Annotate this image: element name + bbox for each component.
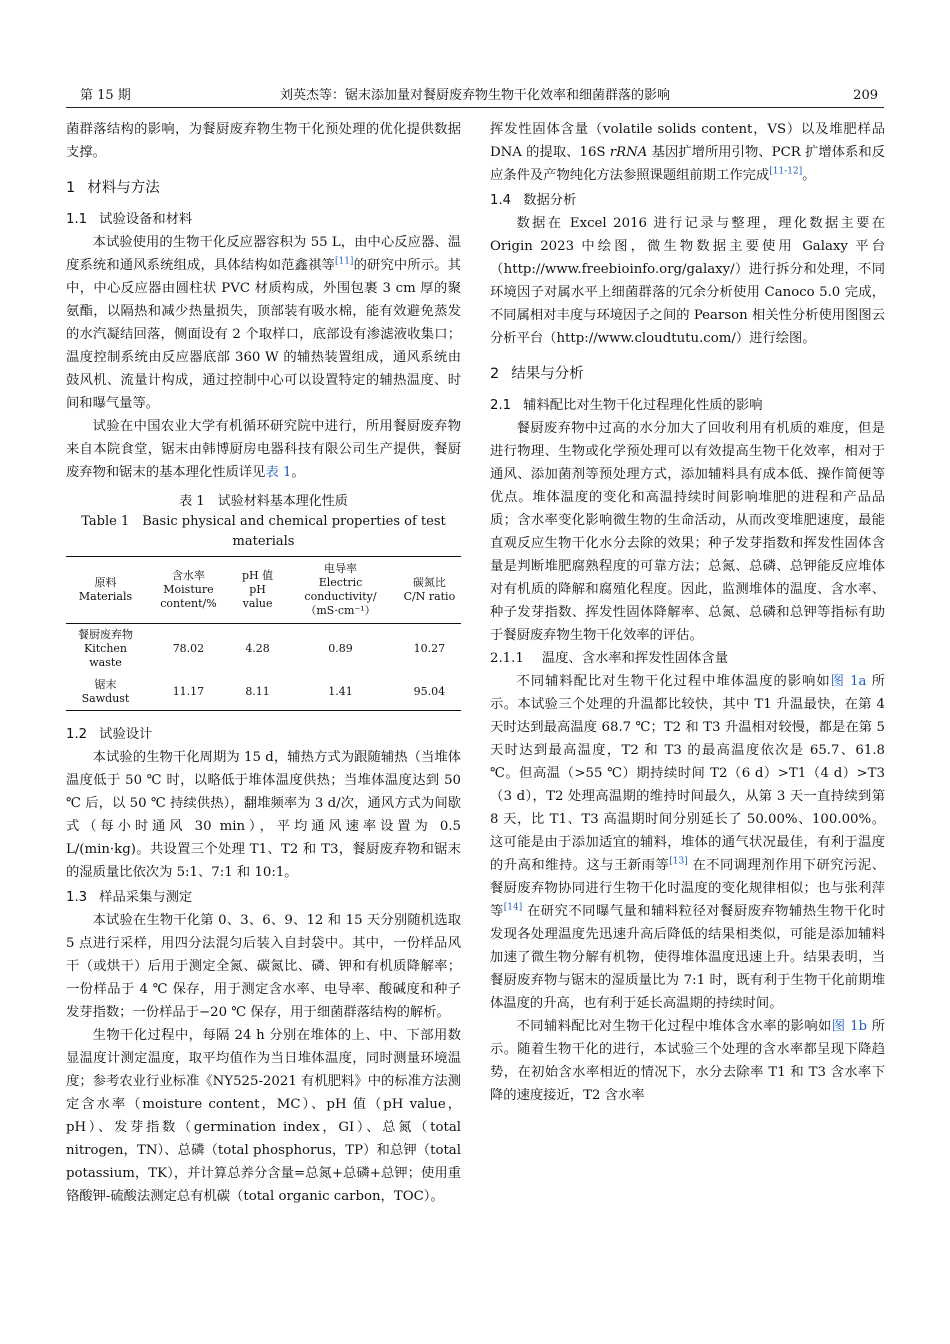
section-heading: 2 结果与分析 (490, 366, 584, 382)
paragraph: 试验在中国农业大学有机循环研究院中进行，所用餐厨废弃物来自本院食堂，锯末由韩博厨房电器科技有限公司生产提供，餐厨废弃物和锯末的基本理化性质详见表 1。 (66, 419, 461, 480)
subsection-heading: 1.2 试验设计 (66, 727, 153, 742)
properties-table (66, 556, 461, 711)
table-caption-en: Table 1 Basic physical and chemical properties of test materials (81, 514, 446, 549)
paragraph: 生物干化过程中，每隔 24 h 分别在堆体的上、中、下部用数显温度计测定温度，取平均值作为当日堆体温度，同时测量环境温度；参考农业行业标准《NY525-2021 有机肥料》中的标准方法测定含水率（moisture content，MC）、pH 值（pH value，pH）、发芽指数（germination index，GI）、总氮（total nitrogen，TN）、总磷（total phosphorus，TP）和总钾（total potassium，TK），并计算总养分含量=总氮+总磷+总钾；使用重铬酸钾-硫酸法测定总有机碳（total organic carbon，TOC）。 (66, 1028, 461, 1204)
subsection-heading: 2.1 辅料配比对生物干化过程理化性质的影响 (490, 398, 763, 413)
subsubsection-heading: 2.1.1 温度、含水率和挥发性固体含量 (490, 651, 728, 666)
running-header (66, 86, 884, 106)
page-number: 209 (853, 88, 878, 103)
right-column (490, 118, 885, 1107)
header-rule (66, 107, 884, 108)
paragraph: 本试验在生物干化第 0、3、6、9、12 和 15 天分别随机选取 5 点进行采样，用四分法混匀后装入自封袋中。其中，一份样品风干（或烘干）后用于测定全氮、碳氮比、磷、钾和有机质降解率；一份样品于 4 ℃ 保存，用于测定含水率、电导率、酸碱度和种子发芽指数；一份样品于−20 ℃ 保存，用于细菌群落结构的解析。 (66, 913, 461, 1020)
table-caption-cn: 表 1 试验材料基本理化性质 (179, 494, 348, 509)
paragraph: 本试验的生物干化周期为 15 d，辅热方式为跟随辅热（当堆体温度低于 50 ℃ 时，以略低于堆体温度供热；当堆体温度达到 50 ℃ 后，以 50 ℃ 持续供热），翻堆频率为 3 d/次，通风方式为间歇式（每小时通风 30 min），平均通风速率设置为 0.5 L/(min·kg)。共设置三个处理 T1、T2 和 T3，餐厨废弃物和锯末的湿质量比依次为 5:1、7:1 和 10:1。 (66, 750, 461, 880)
subsection-heading: 1.1 试验设备和材料 (66, 212, 193, 227)
figure-link[interactable]: 图 1b (831, 1019, 868, 1034)
issue-number: 第 15 期 (80, 88, 131, 103)
paragraph: 不同辅料配比对生物干化过程中堆体温度的影响如图 1a 所示。本试验三个处理的升温都比较快，其中 T1 升温最快，在第 4 天时达到最高温度 68.7 ℃；T2 和 T3 升温相对较慢，都是在第 5 天时达到最高温度，T2 和 T3 的最高温度依次是 65.7、61.8 ℃。但高温（>55 ℃）期持续时间 T2（6 d）>T1（4 d）>T3（3 d），T2 处理高温期的维持时间最久，从第 3 天一直持续到第 8 天，比 T1、T3 高温期时间分别延长了 50.00%、100.00%。这可能是由于添加适宜的辅料，堆体的通气状况最佳，有利于温度的升高和维持。这与王新雨等[13] 在不同调理剂作用下研究污泥、餐厨废弃物协同进行生物干化时温度的变化规律相似；也与张利萍等[14] 在研究不同曝气量和辅料粒径对餐厨废弃物辅热生物干化时发现各处理温度先迅速升高后降低的结果相类似，可能是添加辅料加速了微生物分解有机物，使得堆体温度迅速上升。结果表明，当餐厨废弃物与锯末的湿质量比为 7:1 时，既有利于生物干化前期堆体温度的升高，也有利于延长高温期的持续时间。 (490, 674, 886, 1011)
paragraph: 本试验使用的生物干化反应器容积为 55 L，由中心反应器、温度系统和通风系统组成，具体结构如范鑫祺等[11]的研究中所示。其中，中心反应器由圆柱状 PVC 材质构成，外围包裹 3 cm 厚的聚氨酯，以隔热和减少热量损失，顶部装有吸水棉，能有效避免蒸发的水汽凝结回落，侧面设有 2 个取样口，底部设有渗滤液收集口；温度控制系统由反应器底部 360 W 的辅热装置组成，通风系统由鼓风机、流量计构成，通过控制中心可以设置特定的辅热温度、时间和曝气量等。 (66, 235, 462, 411)
figure-link[interactable]: 图 1a (830, 674, 867, 689)
left-column (66, 118, 461, 1208)
paragraph: 不同辅料配比对生物干化过程中堆体含水率的影响如图 1b 所示。随着生物干化的进行，本试验三个处理的含水率都呈现下降趋势，在初始含水率相近的情况下，水分去除率 T1 和 T3 含水率下降的速度接近，T2 含水率 (490, 1019, 886, 1103)
citation[interactable]: [11-12] (769, 166, 803, 177)
table-row: 锯末 Sawdust 11.17 8.11 1.41 95.04 (66, 674, 461, 711)
paragraph: 菌群落结构的影响，为餐厨废弃物生物干化预处理的优化提供数据支撑。 (66, 122, 461, 160)
paragraph: 数据在 Excel 2016 进行记录与整理，理化数据主要在 Origin 2023 中绘图，微生物数据主要使用 Galaxy 平台（http://www.freebioinfo.org/galaxy/）进行拆分和处理，不同环境因子对属水平上细菌群落的冗余分析使用 Canoco 5.0 完成，不同属相对丰度与环境因子之间的 Pearson 相关性分析使用图图云分析平台（http://www.cloudtutu.com/）进行绘图。 (490, 216, 885, 346)
paragraph: 餐厨废弃物中过高的水分加大了回收利用有机质的难度，但是进行物理、生物或化学预处理可以有效提高生物干化效率，相对于通风、添加菌剂等预处理方式，添加辅料具有成本低、操作简便等优点。堆体温度的变化和高温持续时间影响堆肥的进程和产品品质；含水率变化影响微生物的生命活动，从而改变堆肥速度，最能直观反应生物干化水分去除的效果；种子发芽指数和挥发性固体含量是判断堆肥腐熟程度的可靠方法；总氮、总磷、总钾能反应堆体对有机质的降解和腐殖化程度。因此，监测堆体的温度、含水率、种子发芽指数、挥发性固体降解率、总氮、总磷和总钾等指标有助于餐厨废弃物生物干化效率的评估。 (490, 421, 885, 643)
table-link[interactable]: 表 1 (265, 465, 292, 480)
running-title: 刘英杰等：锯末添加量对餐厨废弃物生物干化效率和细菌群落的影响 (279, 88, 670, 103)
subsection-heading: 1.3 样品采集与测定 (66, 890, 193, 905)
table-row: 餐厨废弃物 Kitchen waste 78.02 4.28 0.89 10.27 (78, 628, 446, 669)
paragraph: 挥发性固体含量（volatile solids content，VS）以及堆肥样品 DNA 的提取、16S rRNA 基因扩增所用引物、PCR 扩增体系和反应条件及产物纯化方法参照课题组前期工作完成[11-12]。 (490, 122, 885, 183)
citation[interactable]: [13] (669, 856, 688, 867)
table-header-row: 原料 Materials 含水率 Moisture content/% pH 值 pH value 电导率 Electric conductivity/ （mS·cm⁻¹） 碳氮比 C/N ratio (66, 557, 461, 624)
citation[interactable]: [11] (334, 256, 354, 267)
section-heading: 1 材料与方法 (66, 180, 160, 196)
subsection-heading: 1.4 数据分析 (490, 193, 577, 208)
citation[interactable]: [14] (503, 902, 523, 913)
